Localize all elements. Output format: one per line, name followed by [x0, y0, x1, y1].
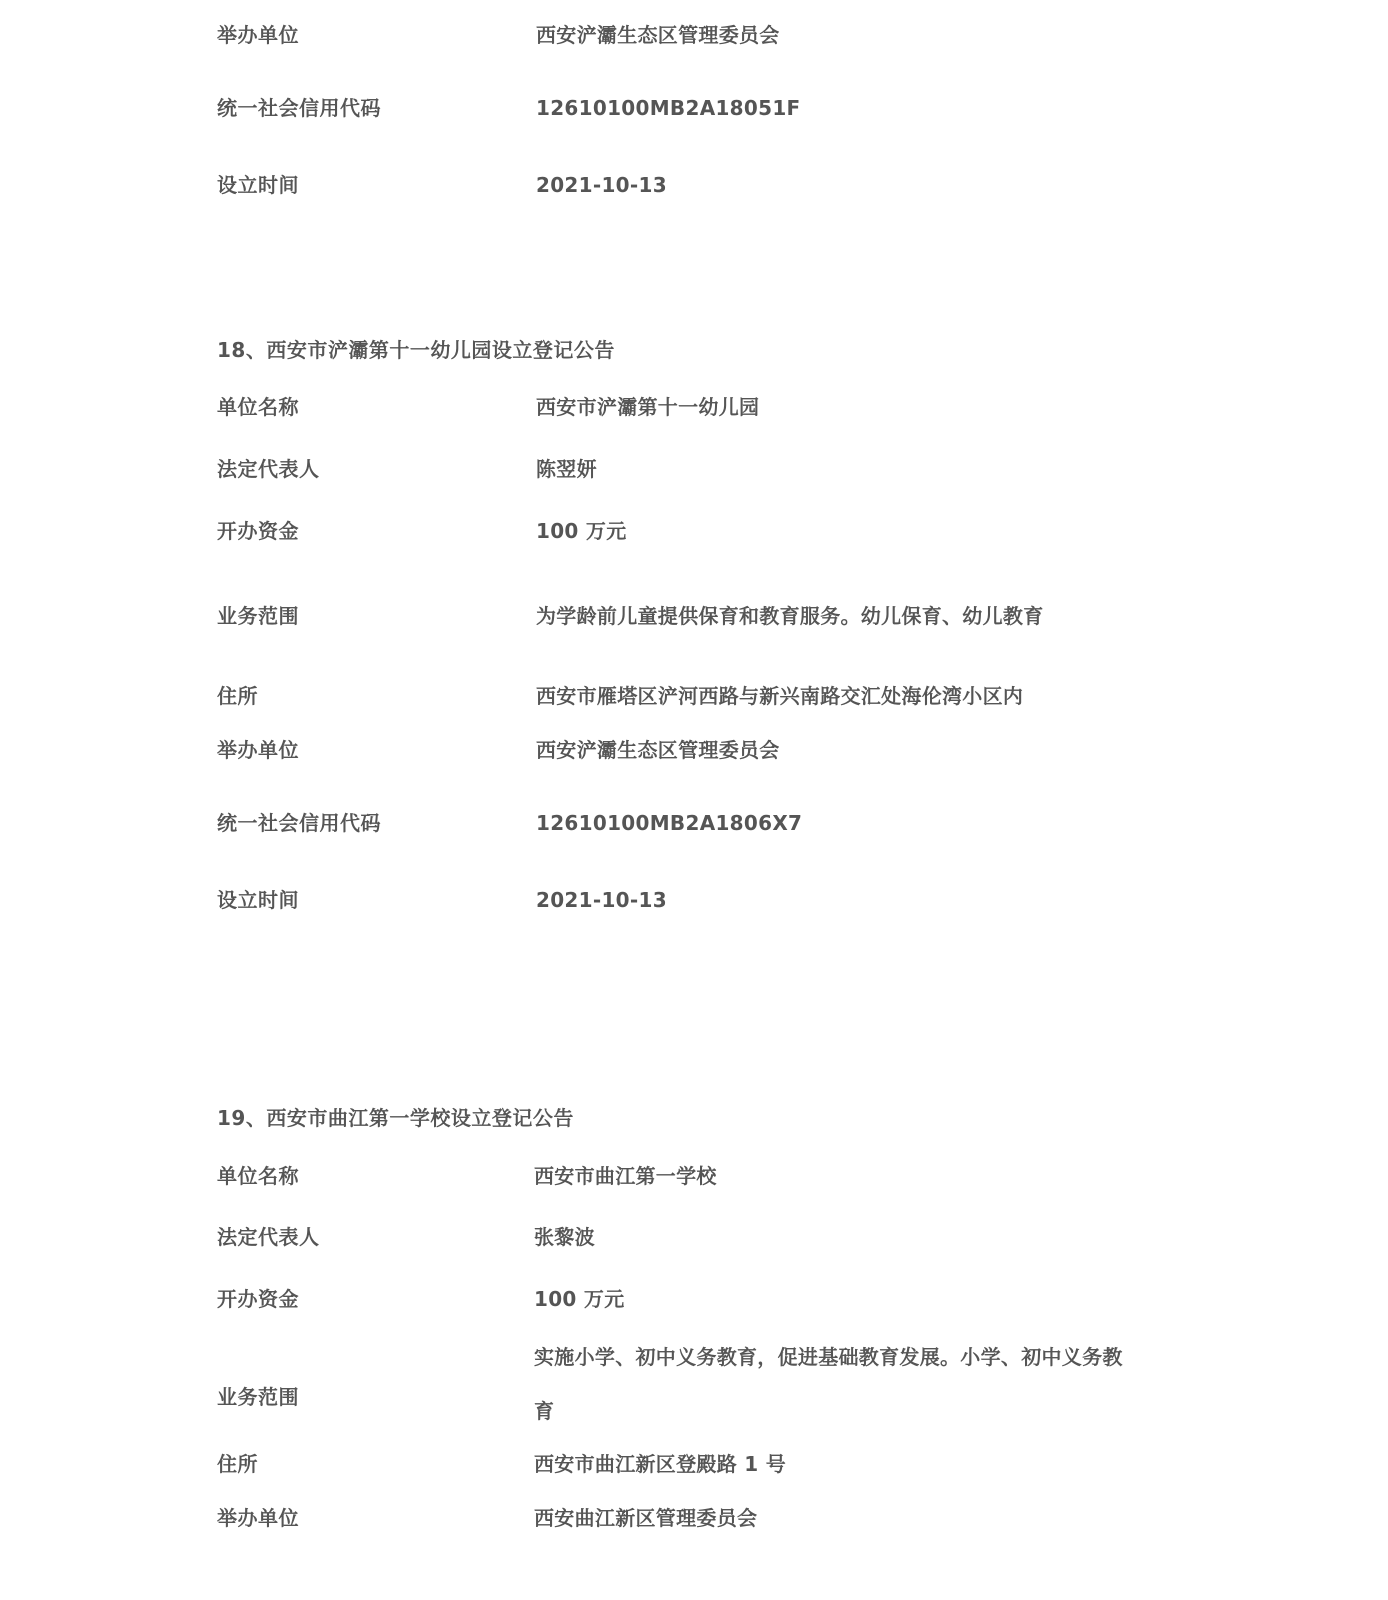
field-row-organizer — [217, 20, 1177, 50]
field-value: 西安浐灞生态区管理委员会 — [536, 738, 780, 762]
field-label: 统一社会信用代码 — [217, 811, 381, 835]
field-row-address — [217, 1449, 1177, 1479]
field-value: 2021-10-13 — [536, 173, 667, 197]
field-value: 张黎波 — [534, 1225, 595, 1249]
field-row-established-date — [217, 885, 1177, 915]
field-value: 2021-10-13 — [536, 888, 667, 912]
field-label: 统一社会信用代码 — [217, 96, 381, 120]
field-row-legal-representative — [217, 454, 1177, 484]
field-label: 设立时间 — [217, 888, 299, 912]
field-value: 实施小学、初中义务教育，促进基础教育发展。小学、初中义务教育 — [534, 1345, 1123, 1423]
field-row-funding — [217, 1284, 1177, 1314]
field-row-organizer — [217, 1503, 1177, 1533]
field-label: 设立时间 — [217, 173, 299, 197]
field-row-legal-representative — [217, 1222, 1177, 1252]
field-label: 业务范围 — [217, 1385, 299, 1409]
field-label: 举办单位 — [217, 1506, 299, 1530]
section-title-18: 18、西安市浐灞第十一幼儿园设立登记公告 — [217, 338, 615, 362]
field-label: 住所 — [217, 1452, 258, 1476]
field-value: 12610100MB2A18051F — [536, 96, 801, 120]
field-label: 单位名称 — [217, 395, 299, 419]
field-row-unit-name — [217, 1161, 1177, 1191]
field-value: 12610100MB2A1806X7 — [536, 811, 803, 835]
field-value: 西安市曲江新区登殿路 1 号 — [534, 1452, 787, 1476]
field-row-established-date — [217, 170, 1177, 200]
field-value: 西安市曲江第一学校 — [534, 1164, 717, 1188]
field-row-unit-name — [217, 392, 1177, 422]
field-row-funding — [217, 516, 1177, 546]
field-row-credit-code — [217, 93, 1177, 123]
field-label: 业务范围 — [217, 604, 299, 628]
field-label: 单位名称 — [217, 1164, 299, 1188]
field-row-business-scope — [217, 601, 1177, 631]
field-row-address — [217, 681, 1177, 711]
field-value: 为学龄前儿童提供保育和教育服务。幼儿保育、幼儿教育 — [536, 604, 1044, 628]
field-label: 开办资金 — [217, 519, 299, 543]
field-label: 住所 — [217, 684, 258, 708]
field-value: 100 万元 — [534, 1287, 625, 1311]
field-label: 开办资金 — [217, 1287, 299, 1311]
field-label: 举办单位 — [217, 738, 299, 762]
field-value: 西安市雁塔区浐河西路与新兴南路交汇处海伦湾小区内 — [536, 684, 1024, 708]
field-value: 100 万元 — [536, 519, 627, 543]
field-value: 西安市浐灞第十一幼儿园 — [536, 395, 760, 419]
section-title-19: 19、西安市曲江第一学校设立登记公告 — [217, 1106, 574, 1130]
field-label: 法定代表人 — [217, 457, 320, 481]
field-value: 西安曲江新区管理委员会 — [534, 1506, 758, 1530]
field-value: 西安浐灞生态区管理委员会 — [536, 23, 780, 47]
field-label: 举办单位 — [217, 23, 299, 47]
field-row-business-scope — [217, 1342, 1177, 1452]
field-row-organizer — [217, 735, 1177, 765]
field-row-credit-code — [217, 808, 1177, 838]
field-label: 法定代表人 — [217, 1225, 320, 1249]
field-value: 陈翌妍 — [536, 457, 597, 481]
